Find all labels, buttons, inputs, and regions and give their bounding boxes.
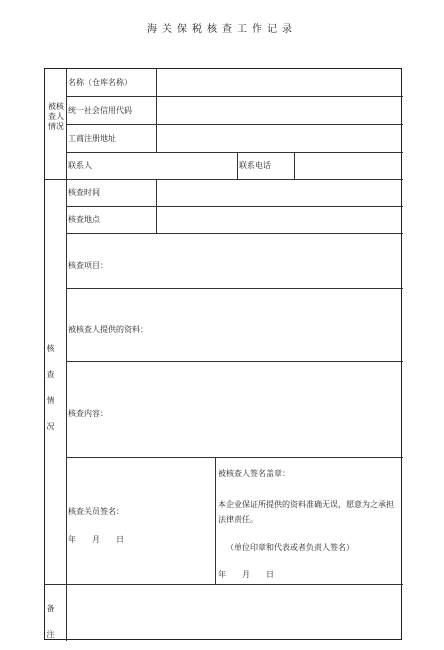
row-divider: [66, 288, 403, 289]
field-divider: [156, 69, 157, 152]
remarks-label: 备注: [46, 604, 55, 639]
signature-divider: [215, 457, 216, 584]
field-divider: [156, 179, 157, 233]
phone-label: 联系电话: [239, 161, 271, 170]
record-form: [44, 68, 402, 640]
row-divider: [66, 206, 403, 207]
provided-materials-label: 被核查人提供的资料：: [68, 325, 148, 334]
row-divider: [66, 124, 403, 125]
party-signature-date: 年 月 日: [218, 570, 274, 579]
row-divider: [66, 96, 403, 97]
row-divider: [66, 233, 403, 234]
inspection-content-label: 核查内容：: [68, 409, 108, 418]
field-divider: [237, 152, 238, 179]
row-divider: [66, 152, 403, 153]
row-divider: [66, 457, 403, 458]
section-divider: [45, 584, 403, 585]
party-signature-label: 被核查人签名盖章：: [218, 469, 290, 478]
section-divider: [45, 179, 403, 180]
officer-signature-date: 年 月 日: [68, 535, 124, 544]
party-signature-note: （单位印章和代表或者负责人签名）: [226, 543, 354, 552]
inspection-items-label: 核查项目：: [68, 261, 108, 270]
inspection-time-label: 核查时间: [68, 188, 100, 197]
section-label-inspection: 核查情况: [46, 344, 55, 431]
party-statement: 本企业保证所提供的资料准确无误，愿意为之承担法律责任。: [218, 500, 394, 524]
section-label-inspected-party: 被核查人情况: [48, 102, 64, 131]
document-title: 海关保税核查工作记录: [147, 24, 297, 35]
name-label: 名称（仓库名称）: [68, 78, 132, 87]
contact-label: 联系人: [68, 161, 92, 170]
officer-signature-label: 核查关员签名：: [68, 507, 124, 516]
inspection-place-label: 核查地点: [68, 215, 100, 224]
label-column-divider: [66, 69, 67, 584]
field-divider: [294, 152, 295, 179]
row-divider: [66, 361, 403, 362]
remarks-divider: [66, 584, 67, 641]
credit-code-label: 统一社会信用代码: [68, 106, 132, 115]
address-label: 工商注册地址: [68, 134, 116, 143]
